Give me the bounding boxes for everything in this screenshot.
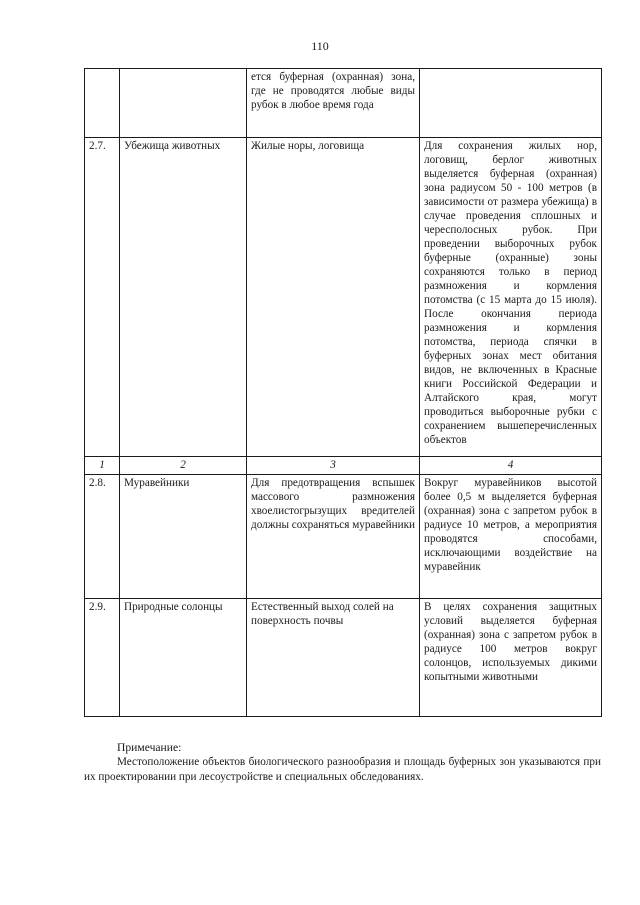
cell-number: 2.9. xyxy=(85,599,120,717)
cell-feature: Жилые норы, логовища xyxy=(247,138,420,457)
cell-number: 2.7. xyxy=(85,138,120,457)
table-row-continuation xyxy=(85,69,602,138)
cell-name: Муравейники xyxy=(120,475,247,599)
column-number-3: 3 xyxy=(247,457,420,475)
cell-number: 2.8. xyxy=(85,475,120,599)
column-number-4: 4 xyxy=(420,457,602,475)
table-row xyxy=(85,138,602,457)
cell-number xyxy=(85,69,120,138)
cell-name: Убежища животных xyxy=(120,138,247,457)
column-number-1: 1 xyxy=(85,457,120,475)
cell-feature: ется буферная (охранная) зона, где не проводятся любые виды рубок в любое время года xyxy=(247,69,420,138)
cell-feature: Естественный выход солей на поверхность почвы xyxy=(247,599,420,717)
cell-measures: Вокруг муравейников высотой более 0,5 м выделяется буферная (охранная) зона с запретом рубок в радиусе 10 метров, а мероприятия проводятся способами, исключающими воздействие на муравейник xyxy=(420,475,602,599)
column-number-header-row xyxy=(85,457,602,475)
cell-name xyxy=(120,69,247,138)
cell-feature: Для предотвращения вспышек массового размножения хвоелистогрызущих вредителей должны сохраняться муравейники xyxy=(247,475,420,599)
table-row xyxy=(85,599,602,717)
table-row xyxy=(85,475,602,599)
page-number: 110 xyxy=(311,39,329,53)
note-text: Местоположение объектов биологического разнообразия и площадь буферных зон указываются при их проектировании при лесоустройстве и специальных обследованиях. xyxy=(84,756,601,783)
cell-measures xyxy=(420,69,602,138)
column-number-2: 2 xyxy=(120,457,247,475)
biodiversity-objects-table xyxy=(84,68,602,717)
cell-measures: Для сохранения жилых нор, логовищ, берлог животных выделяется буферная (охранная) зона радиусом 50 - 100 метров (в зависимости от размера убежища) в случае проведения сплошных и чересполосных рубок. При проведении выборочных рубок буферные (охранные) зоны сохраняются только в период размножения и кормления потомства (с 15 марта до 15 июля). После окончания периода размножения и кормления потомства, периода спячки в буферных зонах мест обитания видов, не включенных в Красные книги Российской Федерации и Алтайского края, могут проводиться выборочные рубки с сохранением вышеперечисленных объектов xyxy=(420,138,602,457)
cell-name: Природные солонцы xyxy=(120,599,247,717)
cell-measures: В целях сохранения защитных условий выделяется буферная (охранная) зона с запретом рубок в радиусе 100 метров вокруг солонцов, используемых дикими копытными животными xyxy=(420,599,602,717)
note-title: Примечание: xyxy=(117,741,182,754)
